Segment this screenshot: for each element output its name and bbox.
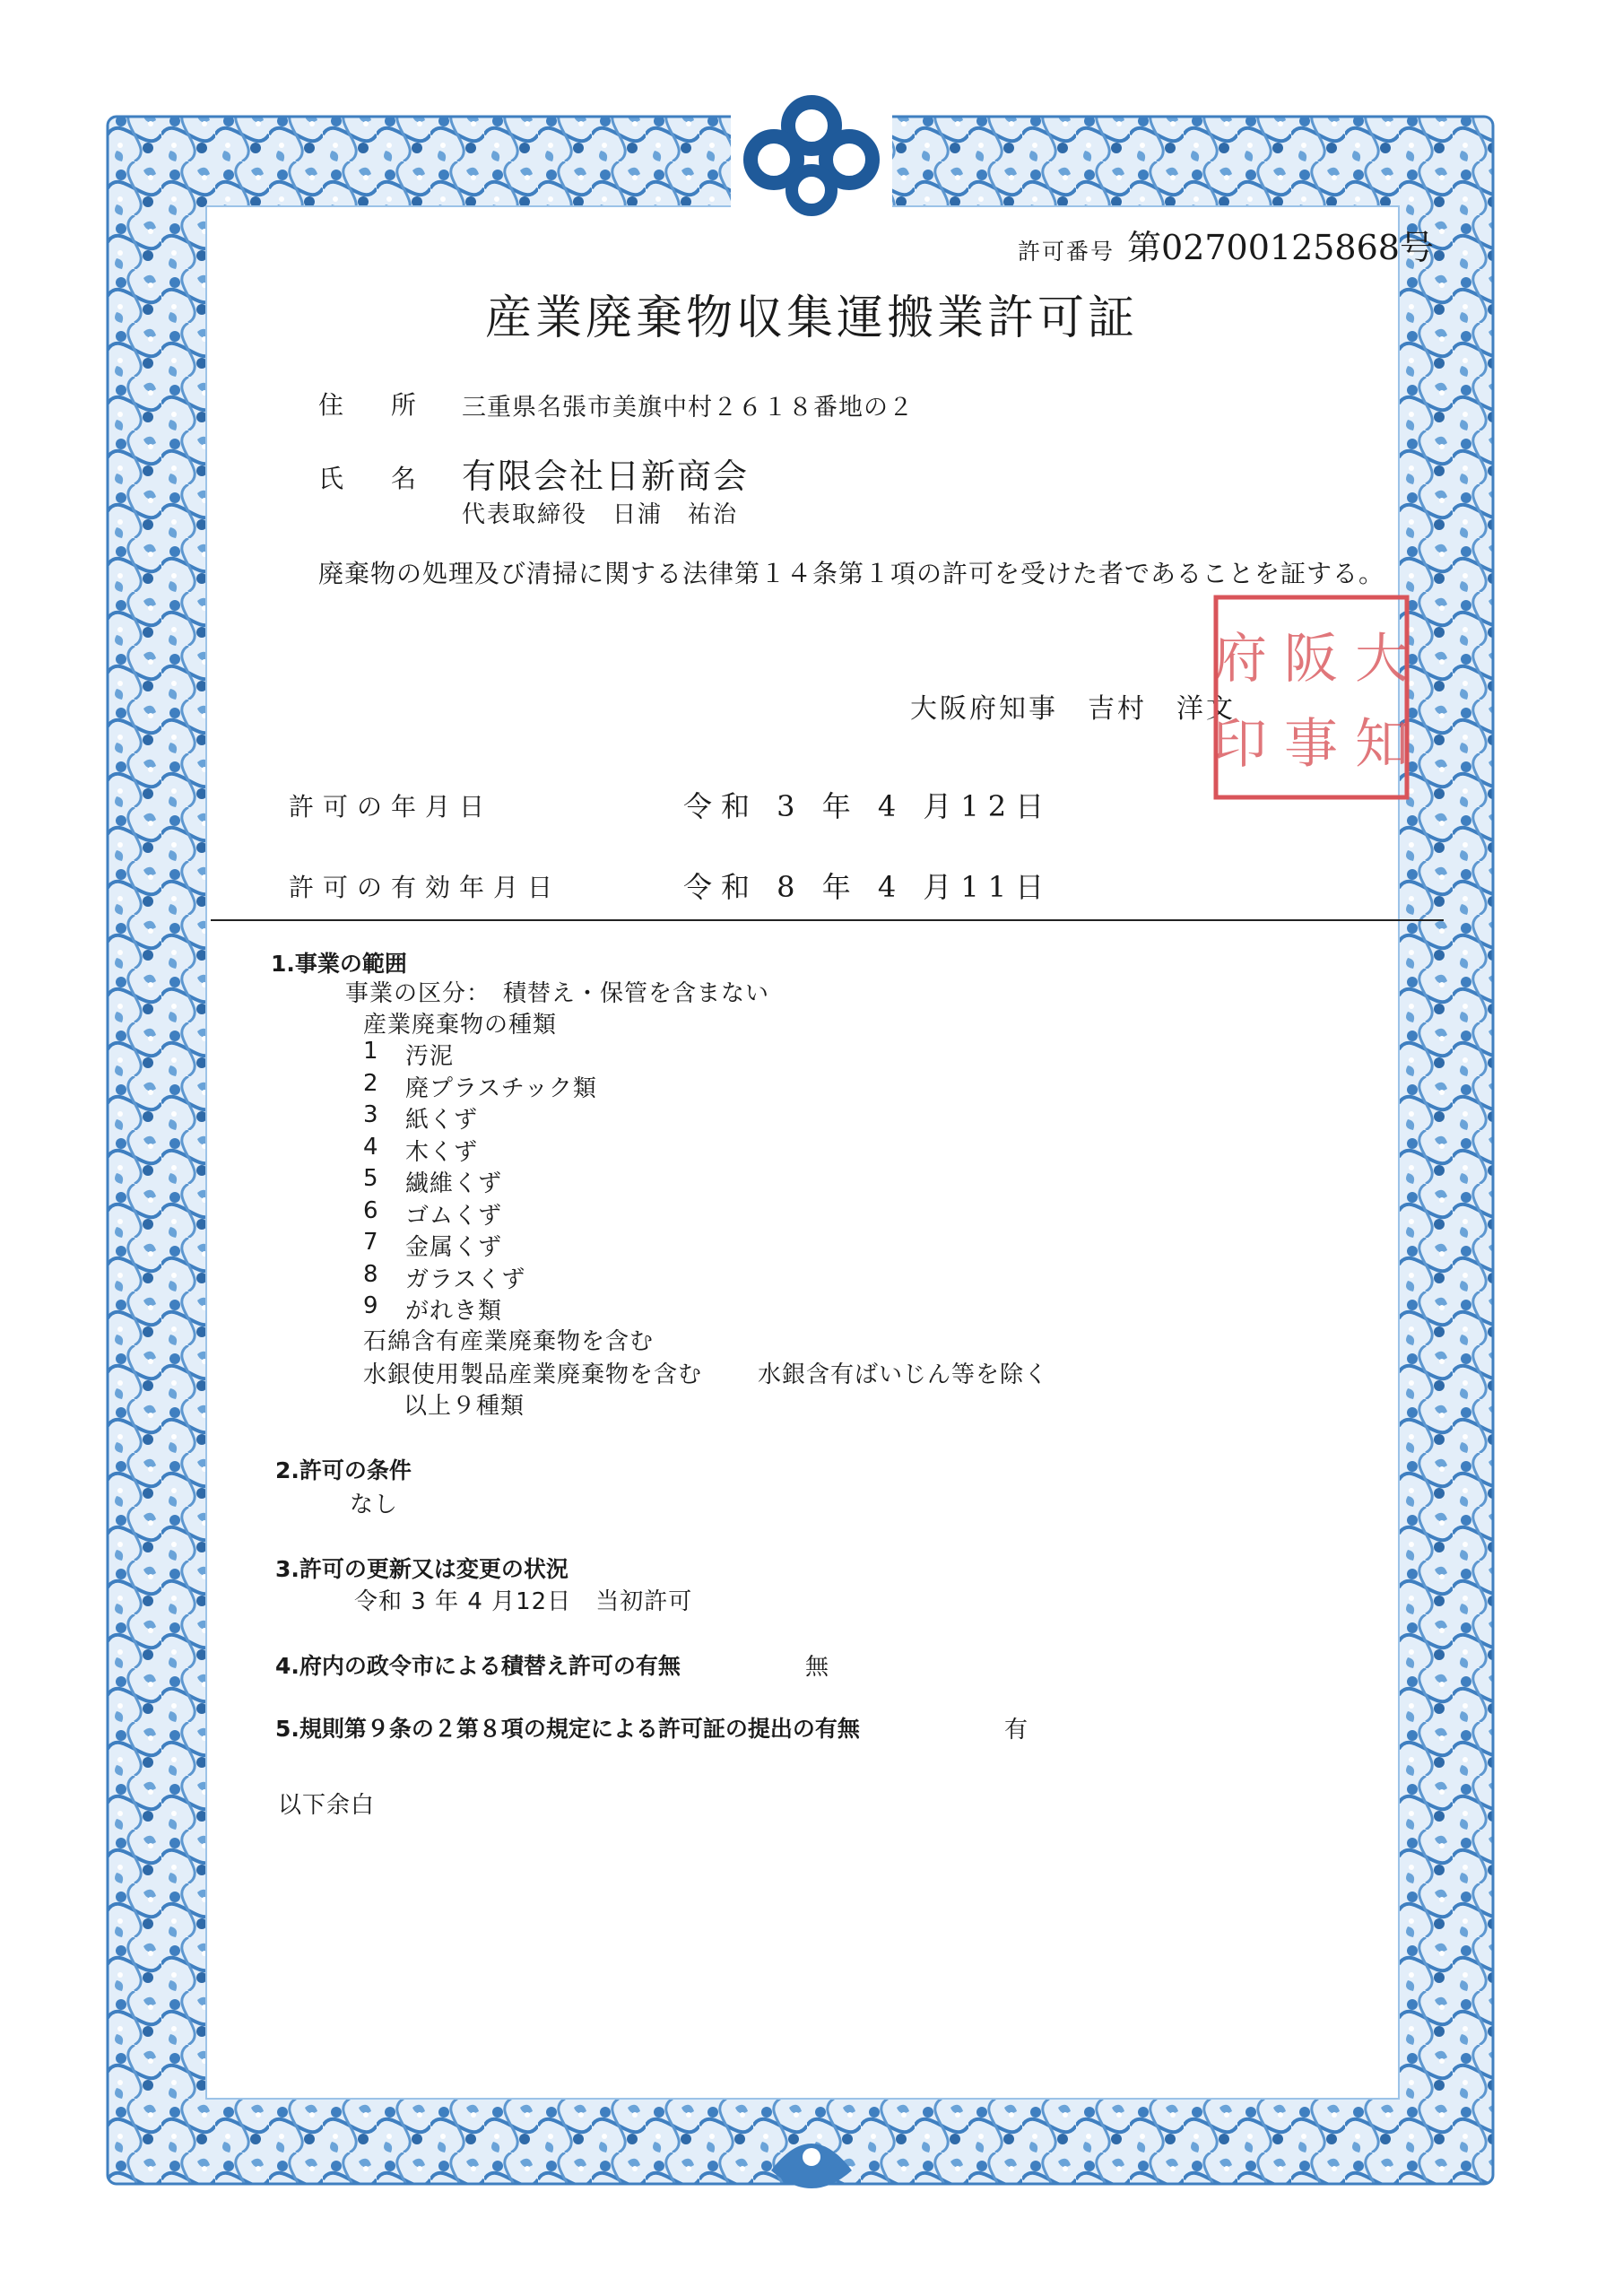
- waste-item-number: 6: [363, 1196, 379, 1224]
- permit-number-value: 第02700125868号: [1127, 228, 1434, 267]
- transfer-heading: 4.府内の政令市による積替え許可の有無: [275, 1653, 681, 1679]
- waste-item-name: 繊維くず: [405, 1170, 503, 1197]
- renewal-value: 令和 3 年 4 月12日 当初許可: [354, 1588, 693, 1615]
- permit-number-label: 許可番号: [1018, 239, 1115, 265]
- svg-text:府 阪 大: 府 阪 大: [1212, 628, 1410, 691]
- renewal-heading: 3.許可の更新又は変更の状況: [275, 1556, 568, 1582]
- waste-item-number: 4: [363, 1133, 379, 1161]
- submission-heading: 5.規則第９条の２第８項の規定による許可証の提出の有無: [275, 1716, 860, 1742]
- expiry-date-label: 許可の有効年月日: [289, 873, 562, 902]
- waste-item-number: 7: [363, 1229, 379, 1256]
- address-label: 住 所: [318, 390, 436, 420]
- waste-item-number: 5: [363, 1165, 379, 1192]
- representative-name: 代表取締役 日浦 祐治: [462, 501, 739, 528]
- conditions-value: なし: [350, 1492, 399, 1518]
- waste-item-number: 8: [363, 1260, 379, 1288]
- waste-types-heading: 産業廃棄物の種類: [363, 1012, 558, 1039]
- issue-date-label: 許可の年月日: [289, 792, 494, 822]
- waste-item-number: 2: [363, 1069, 379, 1097]
- official-seal: [1211, 592, 1412, 803]
- scope-category: 事業の区分： 積替え・保管を含まない: [345, 980, 770, 1007]
- waste-item-name: ゴムくず: [405, 1202, 503, 1230]
- expiry-date-value: 令和 8 年 4 月11日: [683, 870, 1054, 904]
- scope-heading: 1.事業の範囲: [271, 951, 407, 977]
- waste-item-name: 木くず: [405, 1138, 479, 1166]
- waste-item-name: 廃プラスチック類: [405, 1074, 597, 1102]
- closing-text: 以下余白: [278, 1792, 376, 1819]
- asbestos-note: 石綿含有産業廃棄物を含む: [363, 1328, 655, 1355]
- waste-item-name: 汚泥: [405, 1043, 455, 1070]
- waste-item-number: 3: [363, 1101, 379, 1128]
- address-value: 三重県名張市美旗中村２６１８番地の２: [462, 394, 914, 422]
- divider: [211, 919, 1444, 921]
- waste-item-number: 1: [363, 1038, 379, 1065]
- permit-number: [1018, 220, 1434, 269]
- transfer-value: 無: [805, 1654, 830, 1681]
- mercury-exclude-note: 水銀含有ばいじん等を除く: [758, 1361, 1049, 1388]
- waste-total: 以上９種類: [404, 1393, 525, 1420]
- mercury-note: 水銀使用製品産業廃棄物を含む: [363, 1361, 703, 1388]
- issue-date-value: 令和 3 年 4 月12日: [683, 789, 1054, 823]
- company-name: 有限会社日新商会: [462, 457, 750, 496]
- governor-name: 大阪府知事 吉村 洋文: [910, 693, 1236, 725]
- submission-value: 有: [1004, 1717, 1029, 1744]
- waste-item-name: ガラスくず: [405, 1265, 526, 1293]
- waste-item-name: 金属くず: [405, 1234, 503, 1261]
- certification-text: 廃棄物の処理及び清掃に関する法律第１４条第１項の許可を受けた者であることを証する。: [318, 559, 1385, 588]
- svg-text:印 事 知: 印 事 知: [1212, 713, 1410, 776]
- osaka-emblem-icon: [731, 99, 892, 211]
- conditions-heading: 2.許可の条件: [275, 1457, 412, 1483]
- page-title: 産業廃棄物収集運搬業許可証: [484, 291, 1138, 345]
- name-label: 氏 名: [318, 464, 436, 493]
- waste-item-name: 紙くず: [405, 1107, 479, 1134]
- waste-item-name: がれき類: [405, 1298, 503, 1325]
- waste-item-number: 9: [363, 1292, 379, 1319]
